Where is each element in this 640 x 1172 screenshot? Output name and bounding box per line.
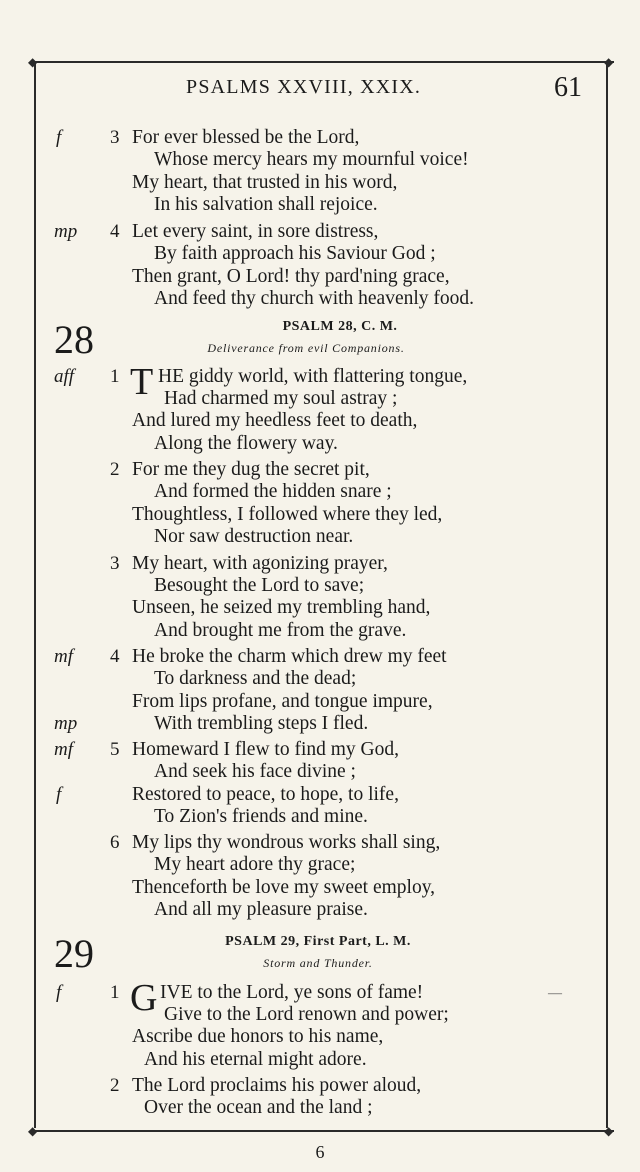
verse-line: With trembling steps I fled. bbox=[154, 713, 369, 734]
verse-line: Then grant, O Lord! thy pard'ning grace, bbox=[132, 266, 450, 287]
verse-number: 6 bbox=[110, 832, 120, 853]
psalm-heading: PSALM 29, First Part, L. M. bbox=[225, 934, 411, 949]
dynamic-mark: mf bbox=[54, 646, 73, 667]
dynamic-mark: f bbox=[56, 127, 62, 148]
verse-line: To Zion's friends and mine. bbox=[154, 806, 368, 827]
verse-line: And feed thy church with heavenly food. bbox=[154, 288, 475, 309]
verse-line: Along the flowery way. bbox=[154, 433, 338, 454]
dynamic-mark: f bbox=[56, 982, 62, 1003]
verse-line: And all my pleasure praise. bbox=[154, 899, 368, 920]
verse-line: For me they dug the secret pit, bbox=[132, 459, 370, 480]
dynamic-mark: mp bbox=[54, 713, 78, 734]
verse-line: My heart adore thy grace; bbox=[154, 854, 356, 875]
verse-number: 5 bbox=[110, 739, 120, 760]
corner-ornament-icon: ◆ bbox=[604, 1124, 614, 1138]
psalm-number: 29 bbox=[54, 931, 94, 976]
right-rule bbox=[606, 64, 608, 1128]
verse-line: Had charmed my soul astray ; bbox=[164, 388, 398, 409]
verse-number: 1 bbox=[110, 982, 120, 1003]
psalm-number: 28 bbox=[54, 317, 94, 362]
verse-line: Ascribe due honors to his name, bbox=[132, 1026, 384, 1047]
verse-line: My lips thy wondrous works shall sing, bbox=[132, 832, 441, 853]
corner-ornament-icon: ◆ bbox=[604, 55, 614, 69]
corner-ornament-icon: ◆ bbox=[28, 55, 38, 69]
verse-line: To darkness and the dead; bbox=[154, 668, 357, 689]
verse-line: Over the ocean and the land ; bbox=[144, 1097, 373, 1118]
corner-ornament-icon: ◆ bbox=[28, 1124, 38, 1138]
verse-line: Besought the Lord to save; bbox=[154, 575, 365, 596]
signature-mark: 6 bbox=[315, 1142, 325, 1162]
verse-line: He broke the charm which drew my feet bbox=[132, 646, 447, 667]
verse-line: Nor saw destruction near. bbox=[154, 526, 354, 547]
dynamic-mark: mf bbox=[54, 739, 73, 760]
verse-line: And lured my heedless feet to death, bbox=[132, 410, 418, 431]
verse-line: In his salvation shall rejoice. bbox=[154, 194, 378, 215]
verse-number: 3 bbox=[110, 127, 120, 148]
page-number: 61 bbox=[554, 72, 582, 103]
verse-line: Whose mercy hears my mournful voice! bbox=[154, 149, 469, 170]
verse-number: 1 bbox=[110, 366, 120, 387]
verse-line: My heart, with agonizing prayer, bbox=[132, 553, 388, 574]
verse-line: By faith approach his Saviour God ; bbox=[154, 243, 436, 264]
page-title: PSALMS XXVIII, XXIX. bbox=[186, 76, 422, 98]
verse-line: Unseen, he seized my trembling hand, bbox=[132, 597, 431, 618]
ink-blot-icon: — bbox=[548, 986, 562, 1001]
verse-number: 2 bbox=[110, 459, 120, 480]
psalm-heading: PSALM 28, C. M. bbox=[282, 319, 398, 334]
dynamic-mark: aff bbox=[54, 366, 75, 387]
verse-line: IVE to the Lord, ye sons of fame! bbox=[160, 982, 424, 1003]
running-head bbox=[0, 72, 640, 106]
verse-line: From lips profane, and tongue impure, bbox=[132, 691, 433, 712]
drop-cap: T bbox=[130, 361, 154, 403]
verse-line: Restored to peace, to hope, to life, bbox=[132, 784, 399, 805]
left-rule bbox=[34, 64, 36, 1128]
verse-line: The Lord proclaims his power aloud, bbox=[132, 1075, 422, 1096]
verse-number: 4 bbox=[110, 221, 120, 242]
verse-line: And his eternal might adore. bbox=[144, 1049, 367, 1070]
top-rule bbox=[30, 61, 614, 63]
verse-number: 2 bbox=[110, 1075, 120, 1096]
verse-line: And brought me from the grave. bbox=[154, 620, 407, 641]
psalm-subtitle: Storm and Thunder. bbox=[263, 956, 373, 970]
verse-line: Thenceforth be love my sweet employ, bbox=[132, 877, 436, 898]
verse-number: 3 bbox=[110, 553, 120, 574]
verse-line: HE giddy world, with flattering tongue, bbox=[158, 366, 468, 387]
bottom-rule bbox=[30, 1130, 614, 1132]
verse-line: And formed the hidden snare ; bbox=[154, 481, 392, 502]
verse-line: For ever blessed be the Lord, bbox=[132, 127, 360, 148]
verse-line: Homeward I flew to find my God, bbox=[132, 739, 399, 760]
dynamic-mark: f bbox=[56, 784, 62, 805]
psalm-subtitle: Deliverance from evil Companions. bbox=[207, 341, 405, 355]
drop-cap: G bbox=[130, 977, 158, 1019]
verse-line: Let every saint, in sore distress, bbox=[132, 221, 379, 242]
verse-line: And seek his face divine ; bbox=[154, 761, 356, 782]
verse-line: My heart, that trusted in his word, bbox=[132, 172, 398, 193]
verse-line: Thoughtless, I followed where they led, bbox=[132, 504, 443, 525]
verse-line: Give to the Lord renown and power; bbox=[164, 1004, 449, 1025]
dynamic-mark: mp bbox=[54, 221, 78, 242]
verse-number: 4 bbox=[110, 646, 120, 667]
